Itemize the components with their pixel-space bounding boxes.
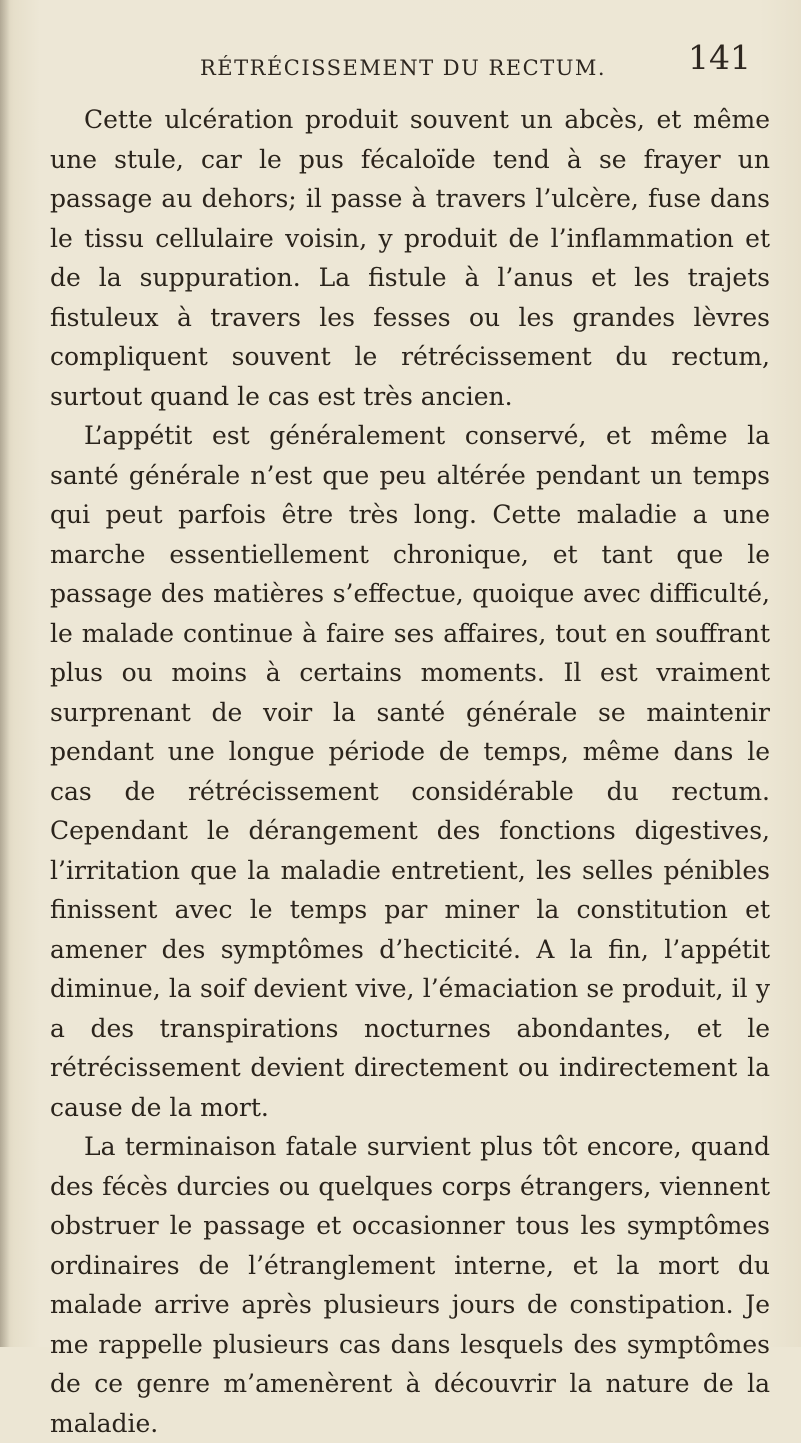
body-text [50, 100, 770, 1443]
paragraph: L’appétit est généralement conservé, et même la santé générale n’est que peu altérée pendant un temps qui peut parfois être très long. Cette maladie a une marche essentiellement chronique, et tant que le passage des matières s’effectue, quoique avec difficulté, le malade continue à faire ses affaires, tout en souffrant plus ou moins à certains moments. Il est vraiment surprenant de voir la santé générale se maintenir pendant une longue période de temps, même dans le cas de rétrécissement considérable du rectum. Cependant le dérangement des fonctions digestives, l’irritation que la maladie entretient, les selles pénibles finissent avec le temps par miner la constitution et amener des symptômes d’hecticité. A la fin, l’appétit diminue, la soif devient vive, l’émaciation se produit, il y a des transpirations nocturnes abondantes, et le rétrécissement devient directement ou indirectement la cause de la mort. [50, 421, 770, 1122]
paragraph: Cette ulcération produit souvent un abcès, et même une stule, car le pus fécaloïde tend à se frayer un passage au dehors; il passe à travers l’ulcère, fuse dans le tissu cellulaire voisin, y produit de l’inflammation et de la suppuration. La fistule à l’anus et les trajets fistuleux à travers les fesses ou les grandes lèvres compliquent souvent le rétrécissement du rectum, surtout quand le cas est très ancien. [50, 105, 770, 411]
running-title: RÉTRÉCISSEMENT DU RECTUM. [200, 56, 607, 80]
page-number: 141 [688, 38, 751, 77]
page-gutter-shadow [0, 0, 10, 1347]
paragraph: La terminaison fatale survient plus tôt encore, quand des fécès durcies ou quelques corps étrangers, viennent obstruer le passage et occasionner tous les symptômes ordinaires de l’étranglement interne, et la mort du malade arrive après plusieurs jours de constipation. Je me rappelle plusieurs cas dans lesquels des symptômes de ce genre m’amenèrent à découvrir la nature de la maladie. [50, 1132, 770, 1438]
